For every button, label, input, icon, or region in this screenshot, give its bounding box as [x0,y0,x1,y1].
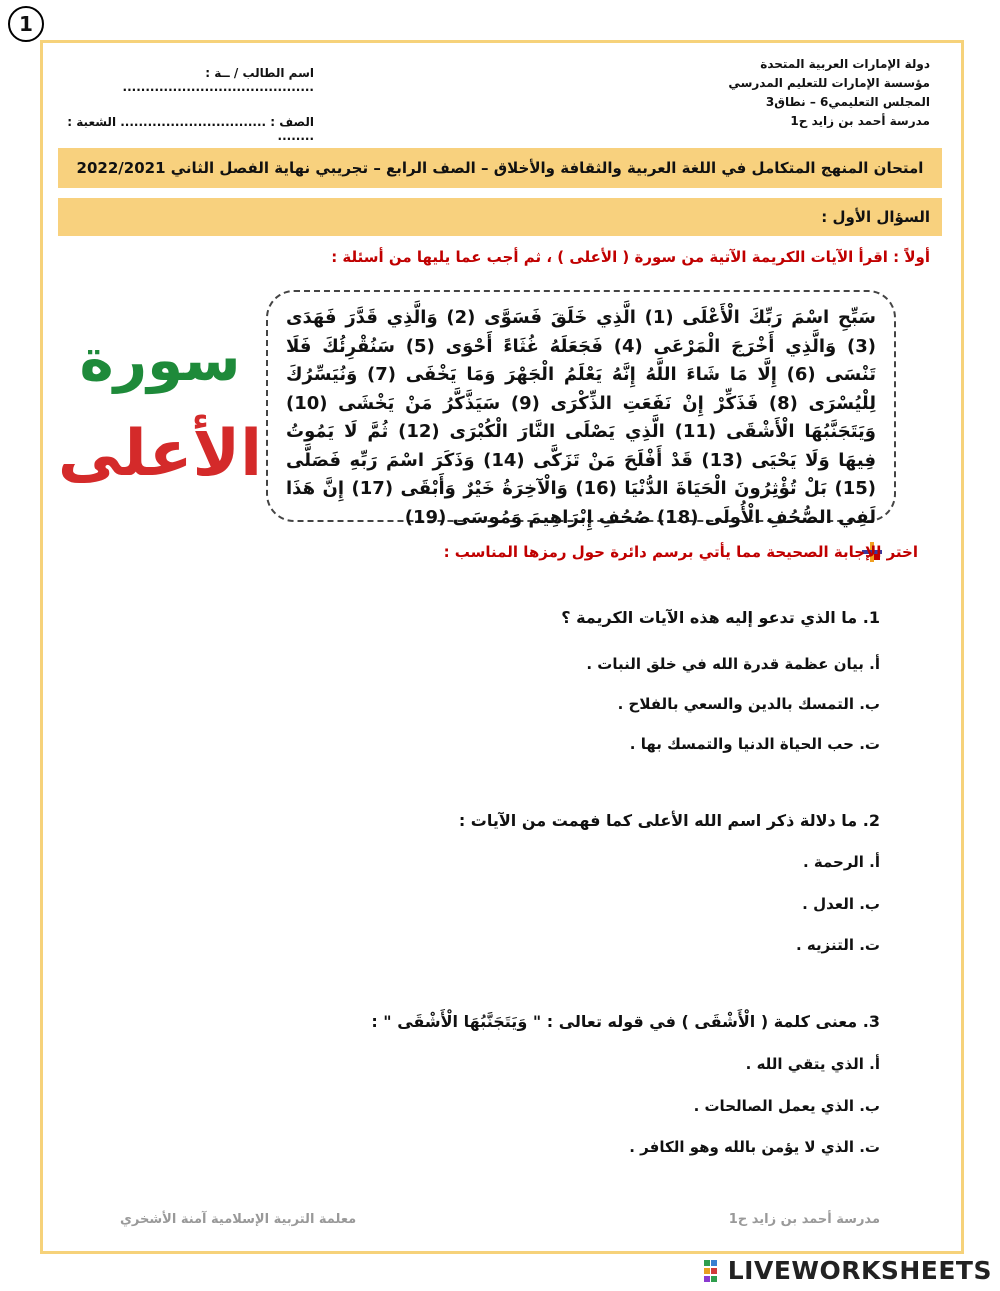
section-title: السؤال الأول : [58,198,942,236]
page-number: 1 [8,6,44,42]
liveworksheets-icon [704,1260,724,1282]
header-line: المجلس التعليمي6 – نطاق3 [765,95,930,109]
liveworksheets-watermark [704,1256,992,1285]
surah-al-ala-logo [57,310,263,500]
question-2: 2. ما دلالة ذكر اسم الله الأعلى كما فهمت من الآيات : [458,811,880,830]
header-line: مؤسسة الإمارات للتعليم المدرسي [728,76,930,90]
q2-option-c[interactable]: ت. التنزيه . [796,936,880,954]
question-3: 3. معنى كلمة ( الْأَشْقَى ) في قوله تعالى : " وَيَتَجَنَّبُهَا الْأَشْقَى " : [371,1012,880,1031]
q1-option-b[interactable]: ب. التمسك بالدين والسعي بالفلاح . [617,695,880,713]
q3-option-c[interactable]: ت. الذي لا يؤمن بالله وهو الكافر . [629,1138,880,1156]
q2-option-a[interactable]: أ. الرحمة . [802,853,880,871]
header-line: مدرسة أحمد بن زايد ح1 [790,114,930,128]
school-header [728,55,930,131]
logo-line2: الأعلى [57,417,263,491]
quran-verses-box: سَبِّحِ اسْمَ رَبِّكَ الْأَعْلَى (1) الَّذِي خَلَقَ فَسَوَّى (2) وَالَّذِي قَدَّرَ فَهَدَى (3) وَالَّذِي أَخْرَجَ الْمَرْعَى (4) فَجَعَلَهُ غُثَاءً أَحْوَى (5) سَنُقْرِئُكَ فَلَا تَنْسَى (6) إِلَّا مَا شَاءَ اللَّهُ إِنَّهُ يَعْلَمُ الْجَهْرَ وَمَا يَخْفَى (7) وَنُيَسِّرُكَ لِلْيُسْرَى (8) فَذَكِّرْ إِنْ نَفَعَتِ الذِّكْرَى (9) سَيَذَّكَّرُ مَنْ يَخْشَى (10) وَيَتَجَنَّبُهَا الْأَشْقَى (11) الَّذِي يَصْلَى النَّارَ الْكُبْرَى (12) ثُمَّ لَا يَمُوتُ فِيهَا وَلَا يَحْيَى (13) قَدْ أَفْلَحَ مَنْ تَزَكَّى (14) وَذَكَرَ اسْمَ رَبِّهِ فَصَلَّى (15) بَلْ تُؤْثِرُونَ الْحَيَاةَ الدُّنْيَا (16) وَالْآخِرَةُ خَيْرٌ وَأَبْقَى (17) إِنَّ هَذَا لَفِي الصُّحُفِ الْأُولَى (18) صُحُفِ إِبْرَاهِيمَ وَمُوسَى (19) [266,290,896,522]
student-name-field[interactable]: اسم الطالب / ــة : .......................................... [122,66,314,94]
exam-title: امتحان المنهج المتكامل في اللغة العربية والثقافة والأخلاق – الصف الرابع – تجريبي نهاية الفصل الثاني 2022/2021 [58,148,942,188]
q1-option-c[interactable]: ت. حب الحياة الدنيا والتمسك بها . [629,735,880,753]
grade-section-field[interactable]: الصف : ................................ الشعبة : ........ [67,115,314,143]
q3-option-a[interactable]: أ. الذي يتقي الله . [745,1055,880,1073]
question-1: 1. ما الذي تدعو إليه هذه الآيات الكريمة ؟ [561,608,880,627]
q3-option-b[interactable]: ب. الذي يعمل الصالحات . [693,1097,880,1115]
reading-instruction: أولاً : اقرأ الآيات الكريمة الآتية من سورة ( الأعلى ) ، ثم أجب عما يليها من أسئلة : [331,248,930,266]
header-line: دولة الإمارات العربية المتحدة [760,57,930,71]
logo-line1: سورة [79,326,241,394]
liveworksheets-text: LIVEWORKSHEETS [727,1256,992,1285]
q1-option-a[interactable]: أ. بيان عظمة قدرة الله في خلق النبات . [586,655,880,673]
choice-instruction: اختر الإجابة الصحيحة مما يأتي برسم دائرة حول رمزها المناسب : [443,543,918,561]
footer-teacher: معلمة التربية الإسلامية آمنة الأشخري [120,1212,357,1227]
q2-option-b[interactable]: ب. العدل . [802,895,880,913]
footer-school: مدرسة أحمد بن زايد ح1 [728,1212,880,1227]
